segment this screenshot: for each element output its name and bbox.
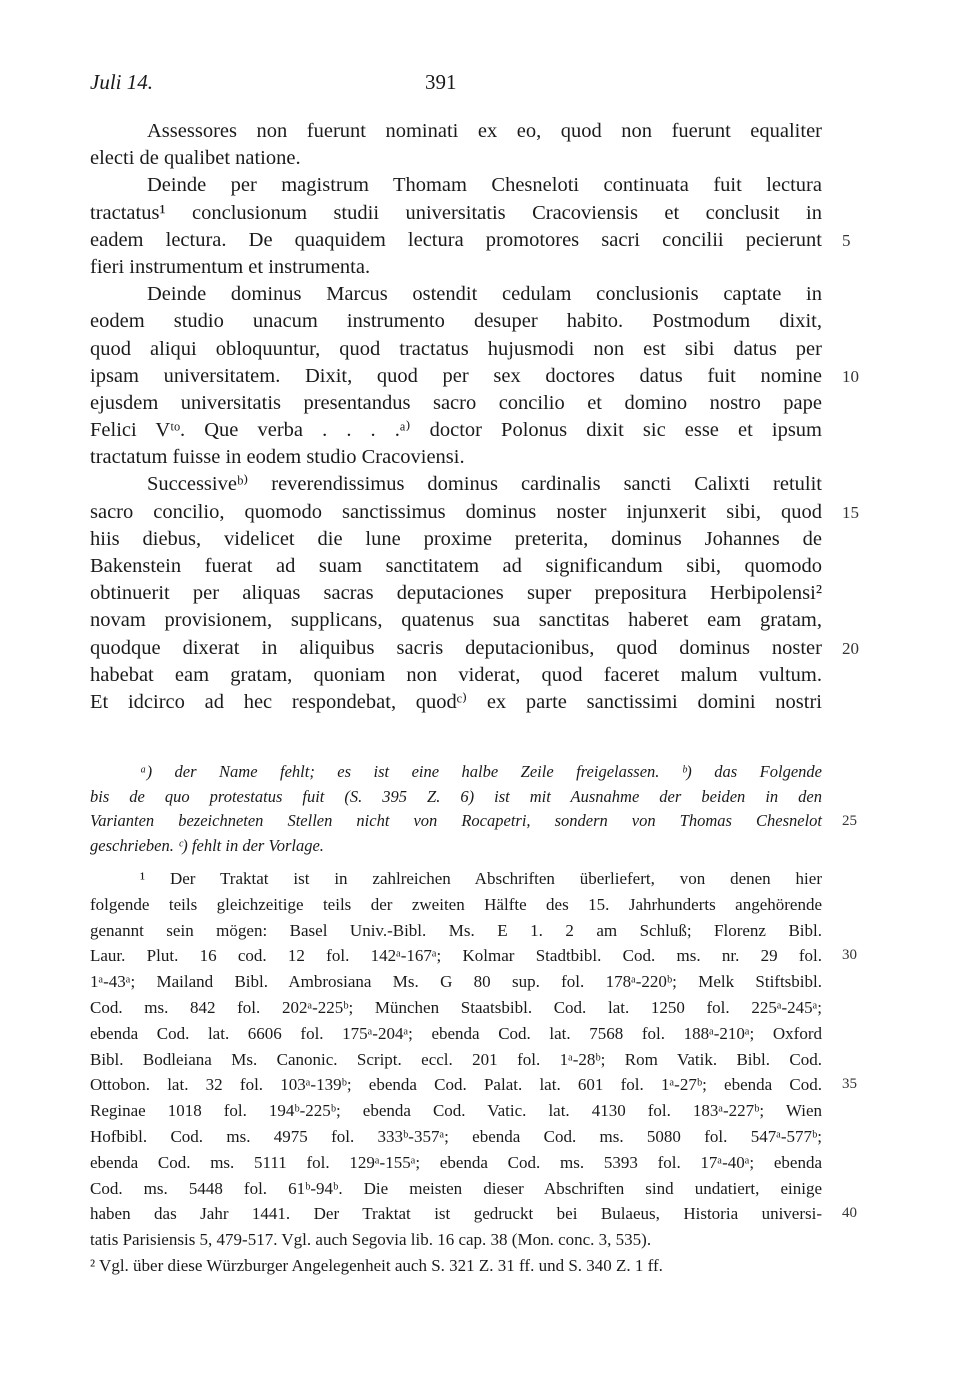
text-line-text: Successiveᵇ⁾ reverendissimus dominus cardinalis sancti Calixti retulit: [147, 473, 822, 496]
source-note-line-text: Bibl. Bodleiana Ms. Canonic. Script. eccl. 201 fol. 1ᵃ-28ᵇ; Rom Vatik. Bibl. Cod.: [90, 1049, 822, 1069]
source-footnotes: [90, 866, 857, 1279]
line-number: 10: [842, 366, 859, 386]
source-note-line: [90, 1227, 822, 1253]
text-line-text: habebat eam gratam, quoniam non viderat, quod faceret malum vultum.: [90, 663, 822, 686]
line-number: 35: [842, 1076, 857, 1093]
source-note-line-text: Cod. ms. 5448 fol. 61ᵇ-94ᵇ. Die meisten dieser Abschriften sind undatiert, einige: [90, 1178, 822, 1198]
text-line: [90, 580, 822, 607]
page-number: 391: [425, 70, 457, 94]
variant-note-line-text: ᵃ) der Name fehlt; es ist eine halbe Zeile freigelassen. ᵇ) das Folgende: [140, 762, 822, 781]
text-line-text: Et idcirco ad hec respondebat, quodᶜ⁾ ex parte sanctissimi domini nostri: [90, 690, 822, 713]
text-line: [90, 200, 822, 227]
text-line-text: ipsam universitatem. Dixit, quod per sex doctores datus fuit nomine: [90, 364, 822, 387]
running-head-date: Juli 14.: [90, 70, 153, 94]
source-note-line: [90, 1150, 822, 1176]
line-number: 15: [842, 502, 859, 522]
text-line-text: obtinuerit per aliquas sacras deputaciones super prepositura Herbipolensi²: [90, 582, 822, 605]
source-note-line-text: Ottobon. lat. 32 fol. 103ᵃ-139ᵇ; ebenda Cod. Palat. lat. 601 fol. 1ᵃ-27ᵇ; ebenda Cod.: [90, 1075, 822, 1095]
source-note-line-text: Reginae 1018 fol. 194ᵇ-225ᵇ; ebenda Cod. Vatic. lat. 4130 fol. 183ᵃ-227ᵇ; Wien: [90, 1101, 822, 1121]
source-note-line-text: Cod. ms. 842 fol. 202ᵃ-225ᵇ; München Staatsbibl. Cod. lat. 1250 fol. 225ᵃ-245ᵃ;: [90, 997, 822, 1017]
source-note-line-text: 1ᵃ-43ᵃ; Mailand Bibl. Ambrosiana Ms. G 80 sup. fol. 178ᵃ-220ᵇ; Melk Stiftsbibl.: [90, 972, 822, 992]
source-note-line-text: Hofbibl. Cod. ms. 4975 fol. 333ᵇ-357ᵃ; ebenda Cod. ms. 5080 fol. 547ᵃ-577ᵇ;: [90, 1126, 822, 1146]
variant-note-line: [90, 809, 857, 834]
line-number: 5: [842, 230, 851, 250]
text-line: [90, 308, 822, 335]
text-line-text: sacro concilio, quomodo sanctissimus dominus noster injunxerit sibi, quod: [90, 500, 822, 523]
text-line: [90, 390, 822, 417]
source-note-line: [90, 1124, 822, 1150]
text-line-text: Assessores non fuerunt nominati ex eo, quod non fuerunt equaliter: [147, 120, 822, 142]
text-line-text: quod aliqui obloquuntur, quod tractatus hujusmodi non est sibi datus per: [90, 337, 822, 360]
variant-note-line-text: geschrieben. ᶜ) fehlt in der Vorlage.: [90, 835, 324, 855]
line-number: 30: [842, 947, 857, 964]
source-note-line-text: genannt sein mögen: Basel Univ.-Bibl. Ms. E 1. 2 am Schluß; Florenz Bibl.: [90, 920, 822, 940]
source-note-line-text: haben das Jahr 1441. Der Traktat ist gedruckt bei Bulaeus, Historia universi-: [90, 1204, 822, 1224]
source-note-line: [90, 918, 822, 944]
source-note-line: [90, 969, 822, 995]
text-line: [90, 662, 822, 689]
text-line-text: hiis diebus, videlicet die lune proxime preterita, dominus Johannes de: [90, 527, 822, 550]
text-line: [90, 227, 851, 254]
text-line-text: ejusdem universitatis presentandus sacro concilio et domino nostro pape: [90, 391, 822, 414]
text-line: [90, 281, 822, 308]
source-note-line-text: ¹ Der Traktat ist in zahlreichen Abschriften überliefert, von denen hier: [140, 869, 822, 888]
source-note-line: [90, 866, 822, 892]
source-note-line: [90, 892, 822, 918]
line-number: 20: [842, 638, 859, 658]
text-line: [90, 254, 822, 281]
variant-note-line: [90, 760, 822, 785]
source-note-line-text: ² Vgl. über diese Würzburger Angelegenheit auch S. 321 Z. 31 ff. und S. 340 Z. 1 ff.: [90, 1255, 663, 1275]
source-note-line-text: Laur. Plut. 16 cod. 12 fol. 142ᵃ-167ᵃ; Kolmar Stadtbibl. Cod. ms. nr. 29 fol.: [90, 946, 822, 966]
text-line: [90, 172, 822, 199]
text-line: [90, 526, 822, 553]
line-number: 25: [842, 813, 857, 829]
source-note-line-text: folgende teils gleichzeitige teils der zweiten Hälfte des 15. Jahrhunderts angehörende: [90, 894, 822, 914]
text-line-text: fieri instrumentum et instrumenta.: [90, 255, 371, 278]
text-line-text: Deinde dominus Marcus ostendit cedulam conclusionis captate in: [147, 283, 822, 306]
text-line: [90, 336, 822, 363]
source-note-line: [90, 1098, 822, 1124]
variant-note-line: [90, 834, 822, 859]
text-line: [90, 145, 822, 172]
source-note-line: [90, 1047, 822, 1073]
source-note-line: [90, 1021, 822, 1047]
source-note-line: [90, 1201, 857, 1227]
text-line: [90, 471, 822, 498]
text-line-text: Bakenstein fuerat ad suam sanctitatem ad significandum sibi, quomodo: [90, 555, 822, 577]
text-line-text: electi de qualibet natione.: [90, 147, 301, 170]
line-number: 40: [842, 1205, 857, 1222]
source-note-line: [90, 1176, 822, 1202]
text-line: [90, 363, 859, 390]
text-line-text: eodem studio unacum instrumento desuper habito. Postmodum dixit,: [90, 310, 822, 333]
source-note-line: [90, 995, 822, 1021]
text-line: [90, 499, 859, 526]
text-line-text: eadem lectura. De quaquidem lectura promotores sacri concilii pecierunt: [90, 228, 822, 251]
text-line-text: Deinde per magistrum Thomam Chesneloti continuata fuit lectura: [147, 174, 822, 197]
source-note-line-text: ebenda Cod. ms. 5111 fol. 129ᵃ-155ᵃ; ebenda Cod. ms. 5393 fol. 17ᵃ-40ᵃ; ebenda: [90, 1152, 822, 1172]
source-note-line-text: ebenda Cod. lat. 6606 fol. 175ᵃ-204ᵃ; ebenda Cod. lat. 7568 fol. 188ᵃ-210ᵃ; Oxford: [90, 1023, 822, 1043]
source-note-line: [90, 943, 857, 969]
text-line: [90, 417, 822, 444]
source-note-line: [90, 1253, 822, 1279]
text-line: [90, 444, 822, 471]
variant-note-line-text: bis de quo protestatus fuit (S. 395 Z. 6) ist mit Ausnahme der beiden in den: [90, 786, 822, 806]
variant-note-line: [90, 785, 822, 810]
text-line-text: novam provisionem, supplicans, quatenus sua sanctitas haberet eam gratam,: [90, 609, 822, 632]
text-line-text: Felici Vᵗᵒ. Que verba . . . .ᵃ⁾ doctor Polonus dixit sic esse et ipsum: [90, 419, 822, 442]
text-line: [90, 553, 822, 580]
text-line: [90, 635, 859, 662]
variant-footnotes: [90, 760, 857, 858]
text-line-text: quodque dixerat in aliquibus sacris deputacionibus, quod dominus noster: [90, 636, 822, 659]
text-line: [90, 689, 822, 716]
text-line: [90, 118, 822, 145]
source-note-line-text: tatis Parisiensis 5, 479-517. Vgl. auch Segovia lib. 16 cap. 38 (Mon. conc. 3, 535).: [90, 1230, 652, 1250]
source-note-line: [90, 1072, 857, 1098]
text-line: [90, 607, 822, 634]
text-line-text: tractatum fuisse in eodem studio Cracoviensi.: [90, 446, 465, 469]
text-line-text: tractatus¹ conclusionum studii universitatis Cracoviensis et conclusit in: [90, 201, 822, 224]
main-text: [90, 118, 859, 716]
variant-note-line-text: Varianten bezeichneten Stellen nicht von Rocapetri, sondern von Thomas Chesnelot: [90, 811, 822, 830]
